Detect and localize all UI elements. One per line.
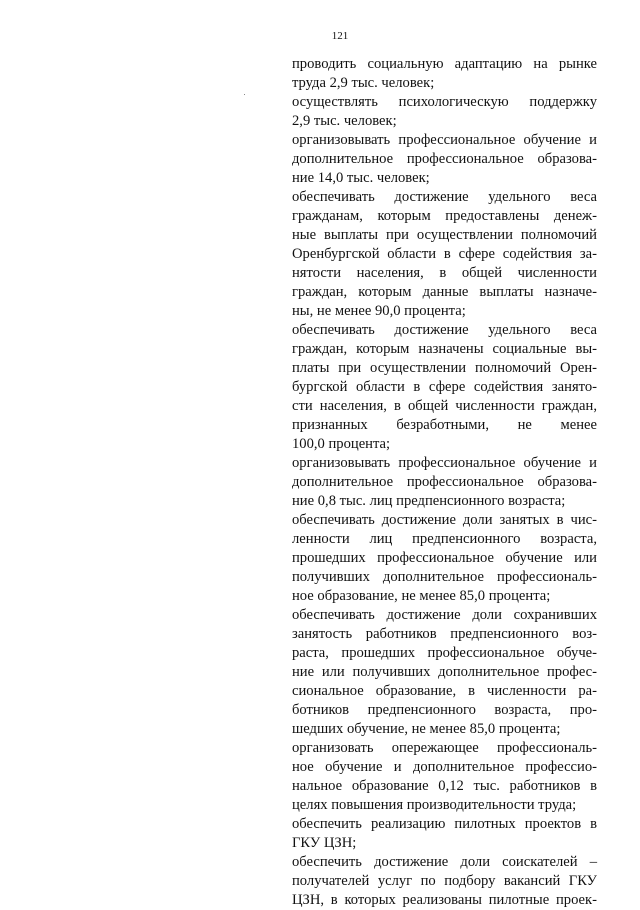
text-line: ЦЗН, в которых реализованы пилотные проек- xyxy=(292,892,597,908)
text-line: ние 0,8 тыс. лиц предпенсионного возраста; xyxy=(292,493,566,509)
text-line: раста, прошедших профессиональное обуче- xyxy=(292,645,597,661)
text-line: получателей услуг по подбору вакансий ГКУ xyxy=(292,873,597,889)
text-line: нятости населения, в общей численности xyxy=(292,265,597,281)
text-line: ГКУ ЦЗН; xyxy=(292,835,357,851)
text-line: ные выплаты при осуществлении полномочий xyxy=(292,227,597,243)
text-line: ние или получивших дополнительное профес- xyxy=(292,664,597,680)
text-line: проводить социальную адаптацию на рынке xyxy=(292,56,597,72)
text-line: прошедших профессиональное обучение или xyxy=(292,550,597,566)
text-line: бургской области в сфере содействия занято- xyxy=(292,379,597,395)
text-line: обеспечивать достижение доли занятых в чис- xyxy=(292,512,597,528)
text-line: дополнительное профессиональное образова- xyxy=(292,151,597,167)
text-line: получивших дополнительное профессиональ- xyxy=(292,569,597,585)
text-line: организовывать профессиональное обучение и xyxy=(292,132,597,148)
text-line: сиональное образование, в численности ра- xyxy=(292,683,597,699)
text-line: целях повышения производительности труда; xyxy=(292,797,577,813)
text-line: труда 2,9 тыс. человек; xyxy=(292,75,435,91)
text-line: граждан, которым назначены социальные вы- xyxy=(292,341,597,357)
text-line: обеспечивать достижение удельного веса xyxy=(292,322,597,338)
text-line: занятость работников предпенсионного воз- xyxy=(292,626,597,642)
text-line: обеспечивать достижение удельного веса xyxy=(292,189,597,205)
text-line: ние 14,0 тыс. человек; xyxy=(292,170,430,186)
text-line: ботников предпенсионного возраста, про- xyxy=(292,702,597,718)
text-line: дополнительное профессиональное образова- xyxy=(292,474,597,490)
text-line: организовывать профессиональное обучение и xyxy=(292,455,597,471)
text-line: ное обучение и дополнительное профессио- xyxy=(292,759,597,775)
text-line: платы при осуществлении полномочий Орен- xyxy=(292,360,597,376)
text-line: ленности лиц предпенсионного возраста, xyxy=(292,531,597,547)
text-line: нальное образование 0,12 тыс. работников в xyxy=(292,778,597,794)
text-line: сти населения, в общей численности граждан, xyxy=(292,398,597,414)
text-line: организовать опережающее профессиональ- xyxy=(292,740,597,756)
scan-speck xyxy=(244,94,245,95)
text-line: гражданам, которым предоставлены денеж- xyxy=(292,208,597,224)
document-body xyxy=(292,55,597,910)
text-line: обеспечить достижение доли соискателей – xyxy=(292,854,597,870)
text-line: обеспечить реализацию пилотных проектов в xyxy=(292,816,597,832)
text-line: ны, не менее 90,0 процента; xyxy=(292,303,466,319)
text-line: 100,0 процента; xyxy=(292,436,391,452)
text-line: Оренбургской области в сфере содействия за- xyxy=(292,246,597,262)
text-line: ное образование, не менее 85,0 процента; xyxy=(292,588,551,604)
text-line: признанных безработными, не менее xyxy=(292,417,597,433)
text-line: осуществлять психологическую поддержку xyxy=(292,94,597,110)
page-number: 121 xyxy=(331,30,349,42)
text-line: шедших обучение, не менее 85,0 процента; xyxy=(292,721,561,737)
text-line: обеспечивать достижение доли сохранивших xyxy=(292,607,597,623)
text-line: 2,9 тыс. человек; xyxy=(292,113,397,129)
text-line: граждан, которым данные выплаты назначе- xyxy=(292,284,597,300)
